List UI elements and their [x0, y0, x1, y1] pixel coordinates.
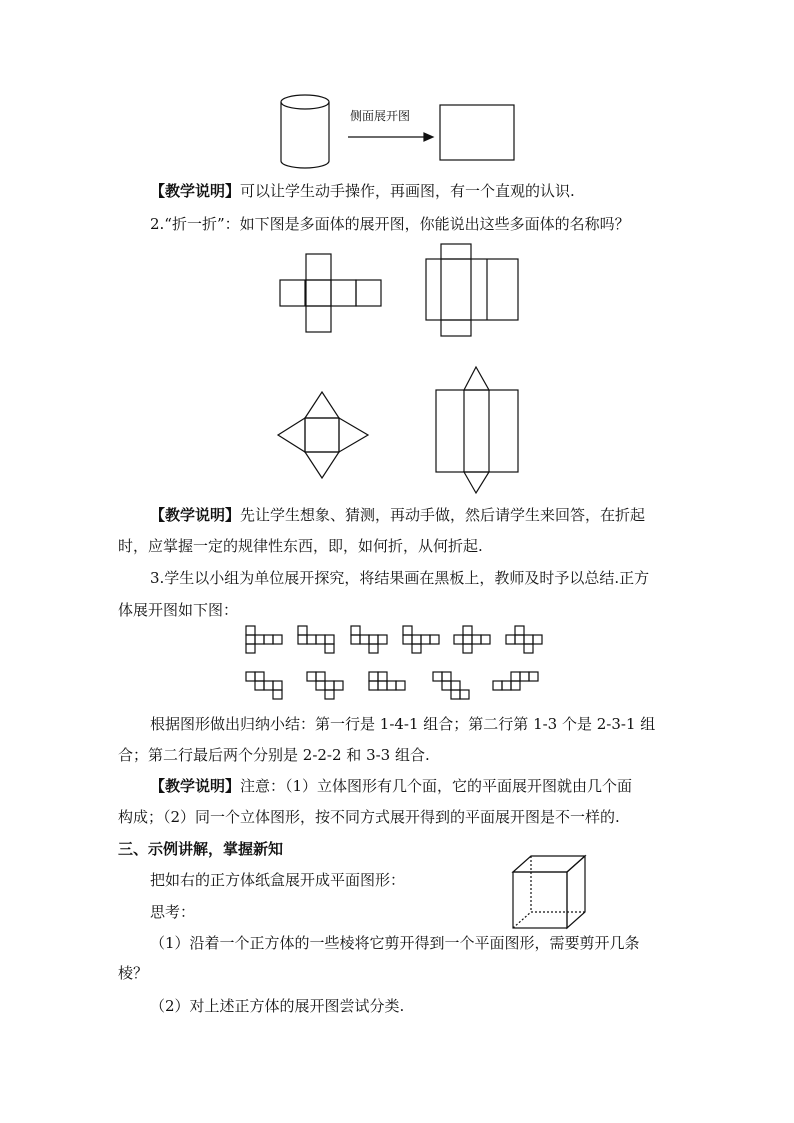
cube-net-row1-4: [403, 626, 439, 653]
para-6-line-2: 构成；（2）同一个立体图形，按不同方式展开得到的平面展开图是不一样的.: [118, 808, 620, 826]
para-5-line-1: 根据图形做出归纳小结：第一行是 1-4-1 组合；第二行第 1-3 个是 2-3-1 组: [150, 715, 656, 733]
cube-hidden-edge-diagonal: [513, 912, 531, 928]
arrow-label: 侧面展开图: [350, 109, 411, 123]
para-2: 2.“折一折”：如下图是多面体的展开图，你能说出这些多面体的名称吗？: [150, 215, 630, 233]
para-6-text-1: 注意：（1）立体图形有几个面，它的平面展开图就由几个面: [240, 777, 633, 795]
para-3-line-2: 时，应掌握一定的规律性东西，即，如何折，从何折起.: [118, 537, 483, 555]
cube-net-row2-2: [307, 672, 343, 699]
prism-net-rectangular: [426, 244, 520, 338]
cube-top-face: [513, 856, 585, 872]
triangular-prism-net: [434, 365, 524, 495]
para-3-line-1: [150, 505, 645, 525]
lateral-surface-rectangle: [440, 105, 514, 160]
para-3-text-1: 先让学生想象、猜测，再动手做，然后请学生来回答，在折起: [240, 506, 646, 524]
para-1: [150, 181, 575, 201]
teaching-note-tag: 【教学说明】: [150, 182, 241, 200]
cube-right-face: [567, 856, 585, 928]
cube-net-cross: [280, 254, 384, 332]
cube-box-figure: [510, 854, 590, 932]
cylinder-top: [281, 95, 329, 109]
cube-net-row1-5: [454, 626, 490, 653]
para-4-line-2: 体展开图如下图：: [118, 601, 239, 619]
cylinder-net-figure: [270, 90, 530, 175]
cube-nets-grid: [243, 625, 553, 705]
para-9-line-2: 棱？: [118, 964, 149, 982]
arrow-head: [424, 133, 433, 141]
cube-net-row2-3: [369, 672, 405, 690]
section-heading-3: 三、示例讲解，掌握新知: [118, 840, 284, 858]
para-7: 把如右的正方体纸盒展开成平面图形：: [150, 871, 406, 889]
para-6-line-1: [150, 776, 632, 796]
para-1-text: 可以让学生动手操作，再画图，有一个直观的认识.: [240, 182, 575, 200]
cube-net-row2-5: [493, 672, 538, 690]
cylinder-bottom: [281, 161, 329, 168]
teaching-note-tag: 【教学说明】: [150, 777, 241, 795]
para-8: 思考：: [150, 903, 196, 921]
para-9-line-1: （1）沿着一个正方体的一些棱将它剪开得到一个平面图形，需要剪开几条: [150, 934, 640, 952]
cube-net-row2-1: [246, 672, 282, 699]
cube-net-row1-6: [506, 626, 542, 653]
cube-front-face: [513, 872, 567, 928]
para-10: （2）对上述正方体的展开图尝试分类.: [150, 997, 405, 1015]
cube-net-row1-1: [246, 626, 282, 653]
cube-net-row2-4: [433, 672, 469, 699]
cube-net-row1-2: [298, 626, 334, 653]
teaching-note-tag: 【教学说明】: [150, 506, 241, 524]
cube-net-row1-3: [351, 626, 387, 653]
pyramid-net: [276, 388, 372, 484]
para-5-line-2: 合；第二行最后两个分别是 2-2-2 和 3-3 组合.: [118, 746, 430, 764]
para-4-line-1: 3.学生以小组为单位展开探究，将结果画在黑板上，教师及时予以总结.正方: [150, 569, 650, 587]
